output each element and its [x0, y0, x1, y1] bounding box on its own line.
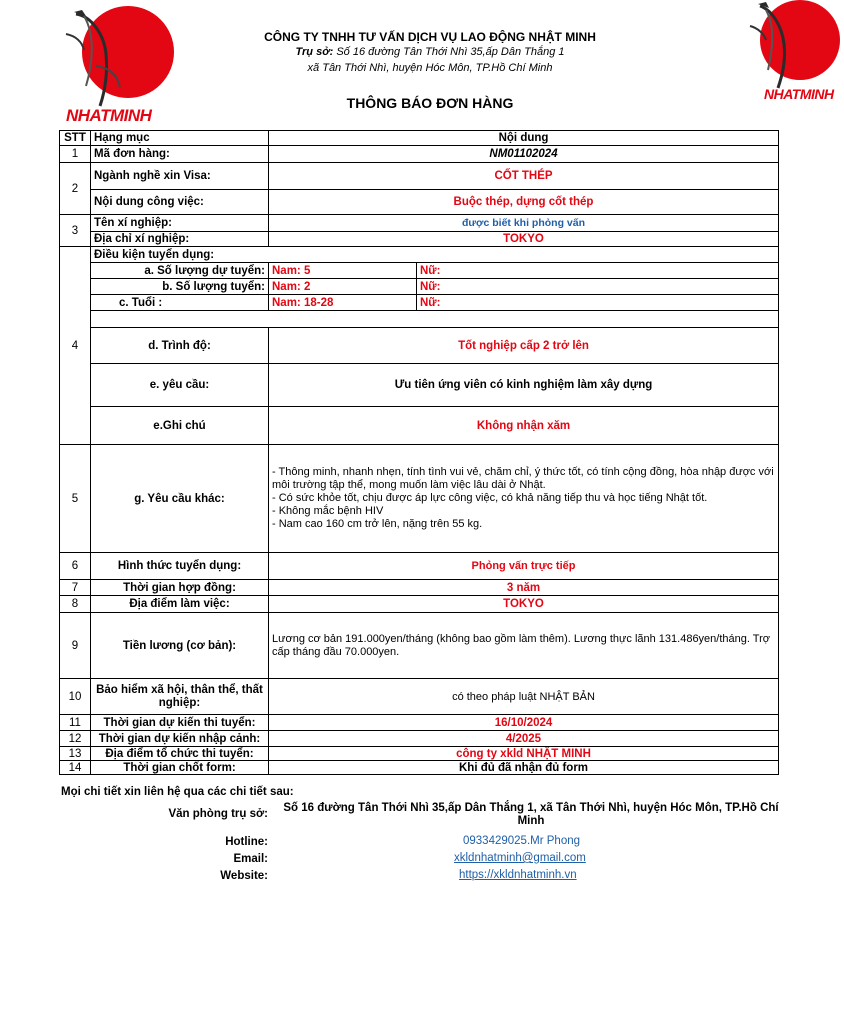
- other-requirements-value: [269, 445, 779, 553]
- order-code-label: Mã đơn hàng:: [91, 146, 269, 163]
- table-row: [60, 715, 779, 731]
- exam-date-label: Thời gian dự kiến thi tuyển:: [91, 715, 269, 731]
- requirement-line: - Có sức khỏe tốt, chịu được áp lực công việc, có khả năng tiếp thu và học tiếng Nhật tốt.: [272, 492, 708, 504]
- entry-date-label: Thời gian dự kiến nhập cảnh:: [91, 731, 269, 747]
- company-logo-left: [56, 6, 184, 126]
- note-value: Không nhận xăm: [269, 407, 779, 445]
- order-table: [59, 130, 779, 775]
- table-row: [60, 295, 779, 311]
- company-name: CÔNG TY TNHH TƯ VẤN DỊCH VỤ LAO ĐỘNG NHẬT MINH: [264, 30, 596, 44]
- table-row: [60, 731, 779, 747]
- address-line2: xã Tân Thới Nhì, huyện Hóc Môn, TP.Hồ Chí Minh: [307, 62, 553, 74]
- row-number: 4: [60, 247, 91, 445]
- header-stt: STT: [60, 131, 91, 146]
- recruitment-form-value: Phỏng vấn trực tiếp: [269, 553, 779, 580]
- exam-date-value: 16/10/2024: [269, 715, 779, 731]
- insurance-value: có theo pháp luật NHẬT BẢN: [269, 679, 779, 715]
- age-label: c. Tuổi :: [91, 295, 269, 311]
- header-content: Nội dung: [269, 131, 779, 146]
- note-label: e.Ghi chú: [91, 407, 269, 445]
- row-number: 2: [60, 163, 91, 215]
- table-row: [60, 613, 779, 679]
- table-row: [60, 364, 779, 407]
- table-row: [60, 263, 779, 279]
- table-row: [60, 279, 779, 295]
- row-number: 7: [60, 580, 91, 596]
- header-item: Hạng mục: [91, 131, 269, 146]
- address-line1: Số 16 đường Tân Thới Nhì 35,ấp Dân Thắng 1: [336, 46, 565, 58]
- logo-text-right: NHATMINH: [764, 86, 834, 102]
- table-row: [60, 247, 779, 263]
- work-location-value: TOKYO: [269, 596, 779, 613]
- empty-cell: [91, 311, 779, 328]
- entry-date-value: 4/2025: [269, 731, 779, 747]
- salary-label: Tiền lương (cơ bản):: [91, 613, 269, 679]
- applicants-label: a. Số lượng dự tuyển:: [91, 263, 269, 279]
- company-address-value: TOKYO: [269, 232, 779, 247]
- email-link[interactable]: xkldnhatminh@gmail.com: [454, 852, 586, 864]
- row-number: 10: [60, 679, 91, 715]
- form-deadline-label: Thời gian chốt form:: [91, 761, 269, 775]
- education-value: Tốt nghiệp cấp 2 trở lên: [269, 328, 779, 364]
- table-row: [60, 190, 779, 215]
- job-content-label: Nội dung công việc:: [91, 190, 269, 215]
- work-location-label: Địa điểm làm việc:: [91, 596, 269, 613]
- logo-text-left: NHATMINH: [66, 106, 152, 125]
- contract-term-label: Thời gian hợp đồng:: [91, 580, 269, 596]
- office-address: Số 16 đường Tân Thới Nhì 35,ấp Dân Thắng 1, xã Tân Thới Nhì, huyện Hóc Môn, TP.Hồ Chí Minh: [283, 802, 779, 827]
- recruitment-conditions-title: Điều kiện tuyển dụng:: [91, 247, 779, 263]
- insurance-label: Bảo hiểm xã hội, thân thể, thất nghiệp:: [91, 679, 269, 715]
- salary-value: Lương cơ bản 191.000yen/tháng (không bao gồm làm thêm). Lương thực lãnh 131.486yen/tháng. Trợ cấp tháng đầu 70.000yen.: [269, 613, 779, 679]
- hotline-value[interactable]: 0933429025.Mr Phong: [463, 835, 581, 847]
- age-female: Nữ:: [417, 295, 779, 311]
- company-name-label: Tên xí nghiệp:: [91, 215, 269, 232]
- website-link[interactable]: https://xkldnhatminh.vn: [459, 869, 577, 881]
- row-number: 11: [60, 715, 91, 731]
- recruitment-form-label: Hình thức tuyển dụng:: [91, 553, 269, 580]
- document-title: THÔNG BÁO ĐƠN HÀNG: [346, 95, 514, 111]
- row-number: 9: [60, 613, 91, 679]
- table-row: [60, 596, 779, 613]
- other-requirements-label: g. Yêu cầu khác:: [91, 445, 269, 553]
- age-male: Nam: 18-28: [269, 295, 417, 311]
- table-row: [60, 407, 779, 445]
- requirement-label: e. yêu cầu:: [91, 364, 269, 407]
- table-row-empty: [60, 311, 779, 328]
- table-row: [60, 553, 779, 580]
- row-number: 3: [60, 215, 91, 247]
- row-number: 5: [60, 445, 91, 553]
- company-logo-right: [742, 0, 842, 104]
- hires-female: Nữ:: [417, 279, 779, 295]
- company-address-label: Địa chỉ xí nghiệp:: [91, 232, 269, 247]
- requirement-line: - Không mắc bệnh HIV: [272, 505, 384, 517]
- hotline-label: Hotline:: [225, 836, 268, 848]
- row-number: 6: [60, 553, 91, 580]
- table-row: [60, 747, 779, 761]
- contract-term-value: 3 năm: [269, 580, 779, 596]
- head-office-address: [200, 46, 660, 58]
- website-label: Website:: [220, 870, 268, 882]
- row-number: 1: [60, 146, 91, 163]
- requirement-value: Ưu tiên ứng viên có kinh nghiệm làm xây dựng: [269, 364, 779, 407]
- job-content-value: Buộc thép, dựng cốt thép: [269, 190, 779, 215]
- table-row: [60, 328, 779, 364]
- table-row: [60, 445, 779, 553]
- requirement-line: - Nam cao 160 cm trở lên, nặng trên 55 kg.: [272, 518, 483, 530]
- row-number: 14: [60, 761, 91, 775]
- contact-intro: Mọi chi tiết xin liên hệ qua các chi tiết sau:: [61, 786, 294, 798]
- education-label: d. Trình độ:: [91, 328, 269, 364]
- row-number: 13: [60, 747, 91, 761]
- form-deadline-value: Khi đủ đã nhận đủ form: [269, 761, 779, 775]
- row-number: 8: [60, 596, 91, 613]
- applicants-male: Nam: 5: [269, 263, 417, 279]
- visa-trade-label: Ngành nghề xin Visa:: [91, 163, 269, 190]
- row-number: 12: [60, 731, 91, 747]
- hires-label: b. Số lượng tuyển:: [91, 279, 269, 295]
- table-row: [60, 146, 779, 163]
- table-row: [60, 232, 779, 247]
- requirement-line: - Thông minh, nhanh nhẹn, tính tình vui vẻ, chăm chỉ, ý thức tốt, có tính cộng đồng, hòa nhập được với môi trường tập thể, mong muốn làm việc lâu dài ở Nhật.: [272, 466, 774, 491]
- order-code-value: NM01102024: [269, 146, 779, 163]
- table-header-row: [60, 131, 779, 146]
- office-label: Văn phòng trụ sở:: [168, 808, 268, 820]
- table-row: [60, 580, 779, 596]
- company-name-value: được biết khi phỏng vấn: [269, 215, 779, 232]
- email-label: Email:: [233, 853, 268, 865]
- address-label: Trụ sở:: [295, 46, 334, 58]
- table-row: [60, 761, 779, 775]
- applicants-female: Nữ:: [417, 263, 779, 279]
- table-row: [60, 679, 779, 715]
- table-row: [60, 163, 779, 190]
- table-row: [60, 215, 779, 232]
- exam-location-label: Địa điểm tổ chức thi tuyển:: [91, 747, 269, 761]
- hires-male: Nam: 2: [269, 279, 417, 295]
- visa-trade-value: CỐT THÉP: [269, 163, 779, 190]
- exam-location-value: công ty xkld NHẬT MINH: [269, 747, 779, 761]
